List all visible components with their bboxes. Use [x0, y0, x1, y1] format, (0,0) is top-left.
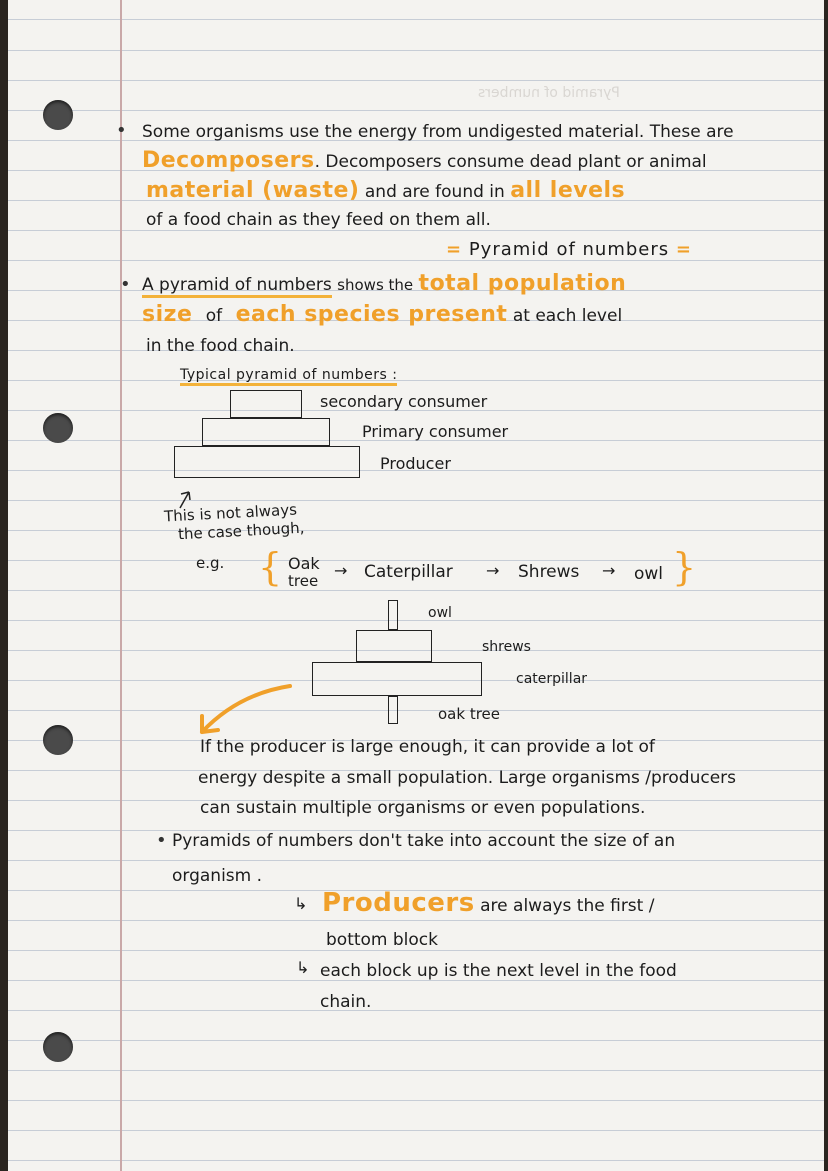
sub2-line2: chain. [320, 992, 372, 1012]
each-species-highlight: each species present [235, 302, 508, 327]
decomposers-highlight: Decomposers [142, 148, 315, 173]
label-owl: owl [428, 605, 452, 621]
p1-line2 [142, 150, 707, 172]
right-brace: } [672, 545, 697, 589]
punch-hole [43, 413, 73, 443]
exception-line1: This is not always [163, 500, 298, 526]
p2-line1 [142, 273, 626, 295]
size-highlight: size [142, 302, 193, 327]
p1-line2-rest: . Decomposers consume dead plant or animal [314, 152, 707, 172]
all-levels-highlight: all levels [510, 178, 626, 203]
chain-shrews: Shrews [518, 562, 580, 582]
p2-at-each-level: at each level [512, 306, 623, 326]
material-waste-highlight: material (waste) [146, 178, 360, 203]
p1-line4: of a food chain as they feed on them all. [146, 210, 491, 230]
explain-line2: energy despite a small population. Large organisms /producers [198, 768, 737, 788]
arrow-2: → [486, 561, 500, 580]
punch-hole [43, 1032, 73, 1062]
sub2-line1: each block up is the next level in the food [320, 961, 677, 981]
bullet: • [116, 120, 127, 141]
shrews-block [356, 630, 432, 662]
label-producer: Producer [380, 454, 451, 473]
p2-shows-the: shows the [337, 276, 414, 294]
label-oak-tree: oak tree [438, 705, 500, 723]
p1-line1: Some organisms use the energy from undigested material. These are [142, 122, 734, 142]
eg-label: e.g. [196, 554, 225, 572]
arrow-3: → [602, 561, 616, 580]
sub1-rest: are always the first / [480, 896, 655, 916]
p2-line3: in the food chain. [146, 336, 295, 356]
bullet: • [156, 830, 167, 851]
secondary-consumer-block [230, 390, 302, 418]
exception-line2: the case though, [177, 518, 305, 544]
p1-line3 [146, 180, 625, 202]
label-caterpillar: caterpillar [516, 671, 588, 687]
bullet3-line1: Pyramids of numbers don't take into account the size of an [172, 831, 676, 851]
chain-owl: owl [634, 564, 664, 584]
pyramid-of-numbers-underlined: A pyramid of numbers [142, 275, 332, 298]
sub1-line1 [322, 890, 654, 916]
explain-line3: can sustain multiple organisms or even populations. [200, 798, 646, 818]
label-secondary-consumer: secondary consumer [320, 392, 488, 411]
pyramid-heading: = Pyramid of numbers = [446, 239, 692, 260]
left-brace: { [258, 545, 283, 589]
primary-consumer-block [202, 418, 330, 446]
punch-hole [43, 725, 73, 755]
arrow-1: → [334, 561, 348, 580]
bullet: • [120, 274, 131, 295]
p2-line2 [142, 304, 622, 326]
notebook-page [8, 0, 824, 1171]
total-population-highlight: total population [418, 271, 627, 296]
producers-highlight: Producers [322, 888, 475, 918]
oak-tree-block [388, 696, 398, 724]
explain-line1: If the producer is large enough, it can provide a lot of [200, 737, 655, 757]
owl-block [388, 600, 398, 630]
bullet3-line2: organism . [172, 866, 263, 886]
faint-header: Pyramid of numbers [478, 85, 620, 101]
producer-block [174, 446, 360, 478]
caterpillar-block [312, 662, 482, 696]
p2-of: of [205, 306, 223, 326]
sub2-arrow: ↳ [296, 958, 310, 977]
heading-text: Pyramid of numbers [468, 239, 670, 260]
typical-pyramid-title: Typical pyramid of numbers : [180, 368, 397, 386]
sub1-arrow: ↳ [294, 894, 308, 913]
chain-caterpillar: Caterpillar [364, 562, 453, 582]
p1-line3-mid: and are found in [364, 182, 505, 202]
punch-hole [43, 100, 73, 130]
label-shrews: shrews [482, 639, 531, 655]
chain-oak: Oak [288, 554, 320, 573]
label-primary-consumer: Primary consumer [362, 422, 509, 441]
sub1-line2: bottom block [326, 930, 438, 950]
chain-tree: tree [288, 572, 319, 590]
